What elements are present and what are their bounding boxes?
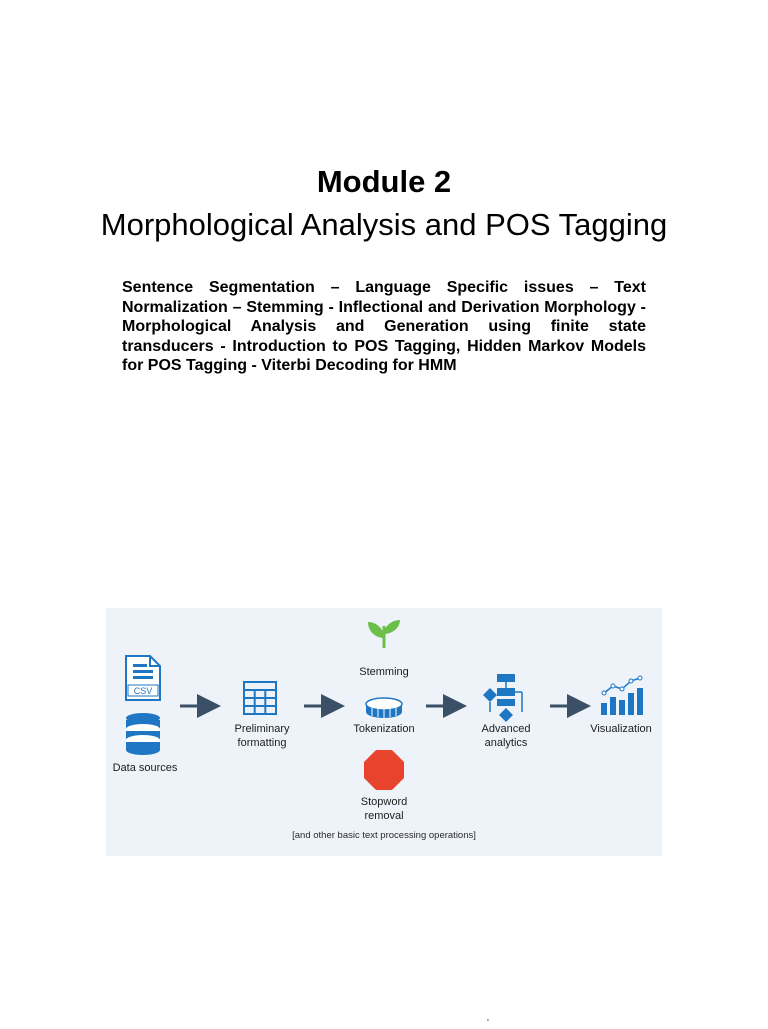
preliminary-formatting-label: [220, 722, 304, 750]
stemming-label: Stemming: [359, 666, 409, 678]
csv-label: CSV: [133, 686, 153, 696]
sprout-icon: [368, 620, 400, 648]
tokenization-label: Tokenization: [353, 723, 415, 735]
bar-chart-icon: [601, 676, 643, 715]
advanced-analytics-label: [466, 722, 546, 750]
stopword-removal-label: [344, 795, 424, 823]
stopword-label-line1: Stopword: [360, 796, 408, 808]
flowchart-icon: [483, 674, 522, 722]
visualization-label: Visualization: [590, 723, 652, 735]
figure-caption: [and other basic text processing operations]: [292, 830, 476, 841]
database-icon: [126, 713, 160, 755]
stop-sign-icon: [364, 750, 404, 790]
csv-file-icon: [126, 656, 160, 700]
coin-stack-icon: [366, 698, 402, 718]
advanced-label-line2: analytics: [484, 737, 528, 749]
module-subtitle: Morphological Analysis and POS Tagging: [100, 207, 668, 242]
page-marker: ': [487, 1018, 489, 1029]
advanced-label-line1: Advanced: [481, 723, 531, 735]
data-sources-label: Data sources: [112, 762, 178, 774]
table-icon: [244, 682, 276, 714]
text-processing-pipeline-figure: [106, 608, 662, 856]
stopword-label-line2: removal: [364, 810, 404, 822]
module-title: Module 2: [316, 164, 452, 199]
preliminary-label-line2: formatting: [237, 737, 287, 749]
preliminary-label-line1: Preliminary: [234, 723, 290, 735]
syllabus-paragraph: Sentence Segmentation – Language Specific issues – Text Normalization – Stemming - Inflectional and Derivation Morphology - Morphological Analysis and Generation using finite state transducers - Introduction to POS Tagging, Hidden Markov Models for POS Tagging - Viterbi Decoding for HMM: [122, 279, 646, 374]
